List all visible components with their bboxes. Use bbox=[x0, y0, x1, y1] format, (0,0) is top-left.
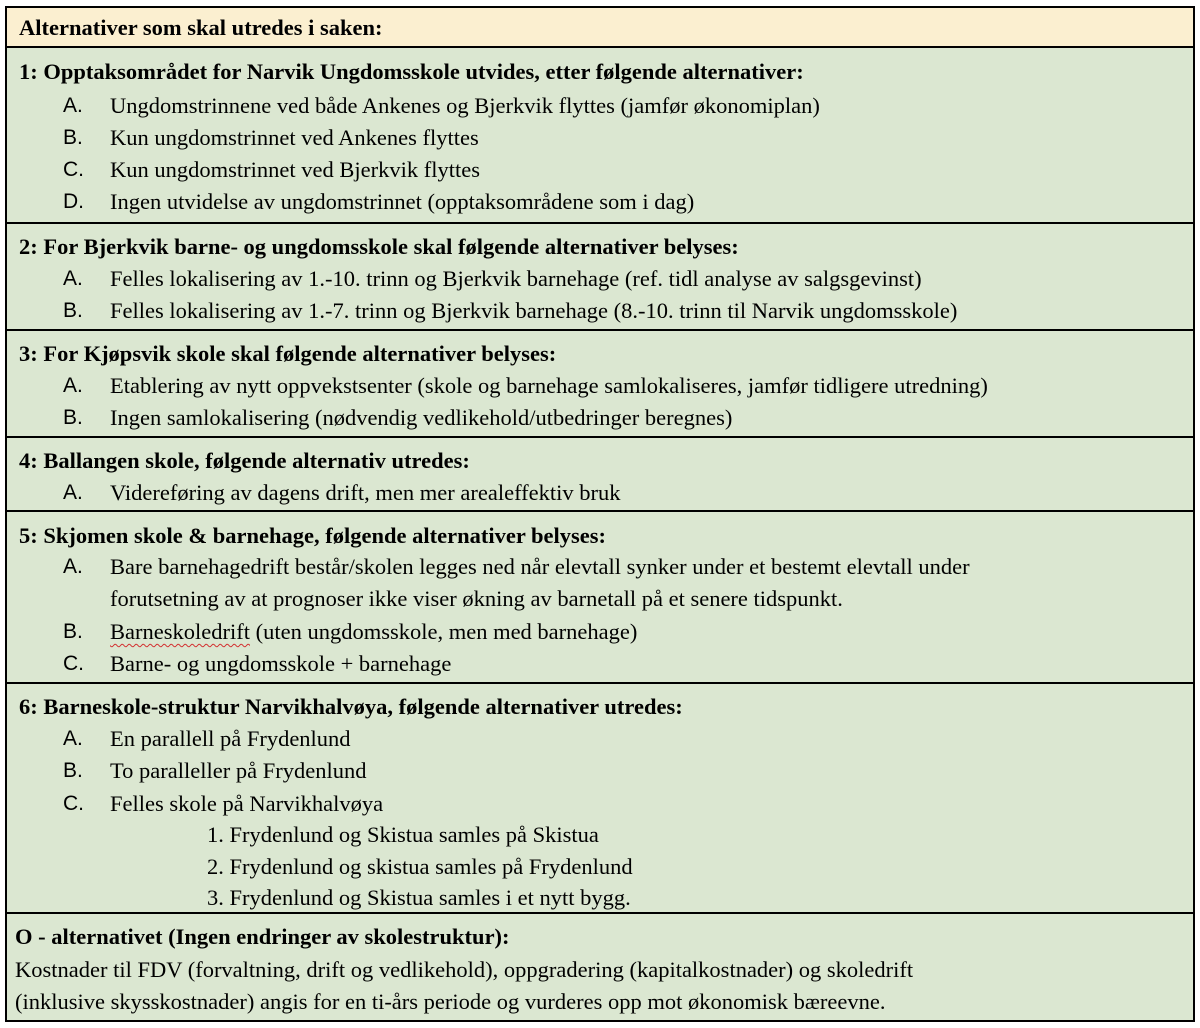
zero-alternative-line-1: Kostnader til FDV (forvaltning, drift og vedlikehold), oppgradering (kapitalkostnader) og skoledrift bbox=[15, 957, 914, 982]
section-6-subitem-2: 2. Frydenlund og skistua samles på Frydenlund bbox=[207, 854, 633, 879]
section-2-title: 2: For Bjerkvik barne- og ungdomsskole skal følgende alternativer belyses: bbox=[19, 234, 739, 259]
section-1 bbox=[7, 48, 1193, 224]
section-1-item-c-text: Kun ungdomstrinnet ved Bjerkvik flyttes bbox=[110, 157, 480, 182]
section-5-item-c-text: Barne- og ungdomsskole + barnehage bbox=[110, 651, 452, 676]
section-5-item-a-text-cont: forutsetning av at prognoser ikke viser økning av barnetall på et senere tidspunkt. bbox=[110, 586, 843, 611]
section-4-item-a-letter: A. bbox=[63, 481, 83, 504]
section-6-subitem-3: 3. Frydenlund og Skistua samles i et nytt bygg. bbox=[207, 885, 631, 910]
section-6-item-b-letter: B. bbox=[63, 759, 83, 782]
section-2-item-b-letter: B. bbox=[63, 299, 83, 322]
section-1-item-d-letter: D. bbox=[63, 190, 84, 213]
section-5-item-a-letter: A. bbox=[63, 555, 83, 578]
section-2 bbox=[7, 224, 1193, 331]
section-5-item-b-rest: (uten ungdomsskole, men med barnehage) bbox=[249, 619, 638, 644]
section-4-title: 4: Ballangen skole, følgende alternativ utredes: bbox=[19, 448, 470, 473]
section-5 bbox=[7, 512, 1193, 684]
spellcheck-word: Barneskoledrift bbox=[110, 619, 250, 644]
section-1-item-c-letter: C. bbox=[63, 158, 84, 181]
section-5-title: 5: Skjomen skole & barnehage, følgende alternativer belyses: bbox=[19, 523, 607, 548]
section-3-title: 3: For Kjøpsvik skole skal følgende alternativer belyses: bbox=[19, 341, 557, 366]
section-1-item-b-letter: B. bbox=[63, 126, 83, 149]
section-4 bbox=[7, 438, 1193, 512]
section-1-item-a-text: Ungdomstrinnene ved både Ankenes og Bjerkvik flyttes (jamfør økonomiplan) bbox=[110, 93, 820, 118]
section-2-item-a-letter: A. bbox=[63, 267, 83, 290]
section-1-title: 1: Opptaksområdet for Narvik Ungdomsskole utvides, etter følgende alternativer: bbox=[19, 59, 804, 84]
section-3-item-b-letter: B. bbox=[63, 406, 83, 429]
section-1-item-d-text: Ingen utvidelse av ungdomstrinnet (opptaksområdene som i dag) bbox=[110, 189, 695, 214]
section-1-item-a-letter: A. bbox=[63, 94, 83, 117]
section-5-item-c-letter: C. bbox=[63, 652, 84, 675]
zero-alternative-title: O - alternativet (Ingen endringer av skolestruktur): bbox=[15, 924, 510, 949]
section-3-item-a-text: Etablering av nytt oppvekstsenter (skole og barnehage samlokaliseres, jamfør tidligere utredning) bbox=[110, 373, 988, 398]
section-6-item-a-letter: A. bbox=[63, 727, 83, 750]
section-2-item-b-text: Felles lokalisering av 1.-7. trinn og Bjerkvik barnehage (8.-10. trinn til Narvik ungdomsskole) bbox=[110, 298, 958, 323]
section-zero-alternative bbox=[7, 914, 1193, 1020]
alternatives-table bbox=[5, 6, 1195, 1022]
section-3 bbox=[7, 331, 1193, 438]
section-6-title: 6: Barneskole-struktur Narvikhalvøya, følgende alternativer utredes: bbox=[19, 694, 683, 719]
section-4-item-a-text: Videreføring av dagens drift, men mer arealeffektiv bruk bbox=[110, 480, 621, 505]
section-5-item-b-text bbox=[110, 617, 637, 647]
section-2-item-a-text: Felles lokalisering av 1.-10. trinn og Bjerkvik barnehage (ref. tidl analyse av salgsgevinst) bbox=[110, 266, 922, 291]
table-header bbox=[7, 8, 1193, 48]
section-6-item-c-text: Felles skole på Narvikhalvøya bbox=[110, 791, 384, 816]
section-6-subitem-1: 1. Frydenlund og Skistua samles på Skistua bbox=[207, 822, 599, 847]
section-1-item-b-text: Kun ungdomstrinnet ved Ankenes flyttes bbox=[110, 125, 479, 150]
zero-alternative-line-2: (inklusive skysskostnader) angis for en ti-års periode og vurderes opp mot økonomisk bæreevne. bbox=[15, 989, 886, 1014]
section-3-item-b-text: Ingen samlokalisering (nødvendig vedlikehold/utbedringer beregnes) bbox=[110, 405, 733, 430]
section-5-item-b-letter: B. bbox=[63, 620, 83, 643]
table-header-title: Alternativer som skal utredes i saken: bbox=[19, 15, 383, 40]
section-5-item-a-text: Bare barnehagedrift består/skolen legges ned når elevtall synker under et bestemt elevtall under bbox=[110, 554, 970, 579]
section-6-item-c-letter: C. bbox=[63, 792, 84, 815]
section-6 bbox=[7, 684, 1193, 914]
section-6-item-a-text: En parallell på Frydenlund bbox=[110, 726, 351, 751]
section-6-item-b-text: To paralleller på Frydenlund bbox=[110, 758, 367, 783]
section-3-item-a-letter: A. bbox=[63, 374, 83, 397]
